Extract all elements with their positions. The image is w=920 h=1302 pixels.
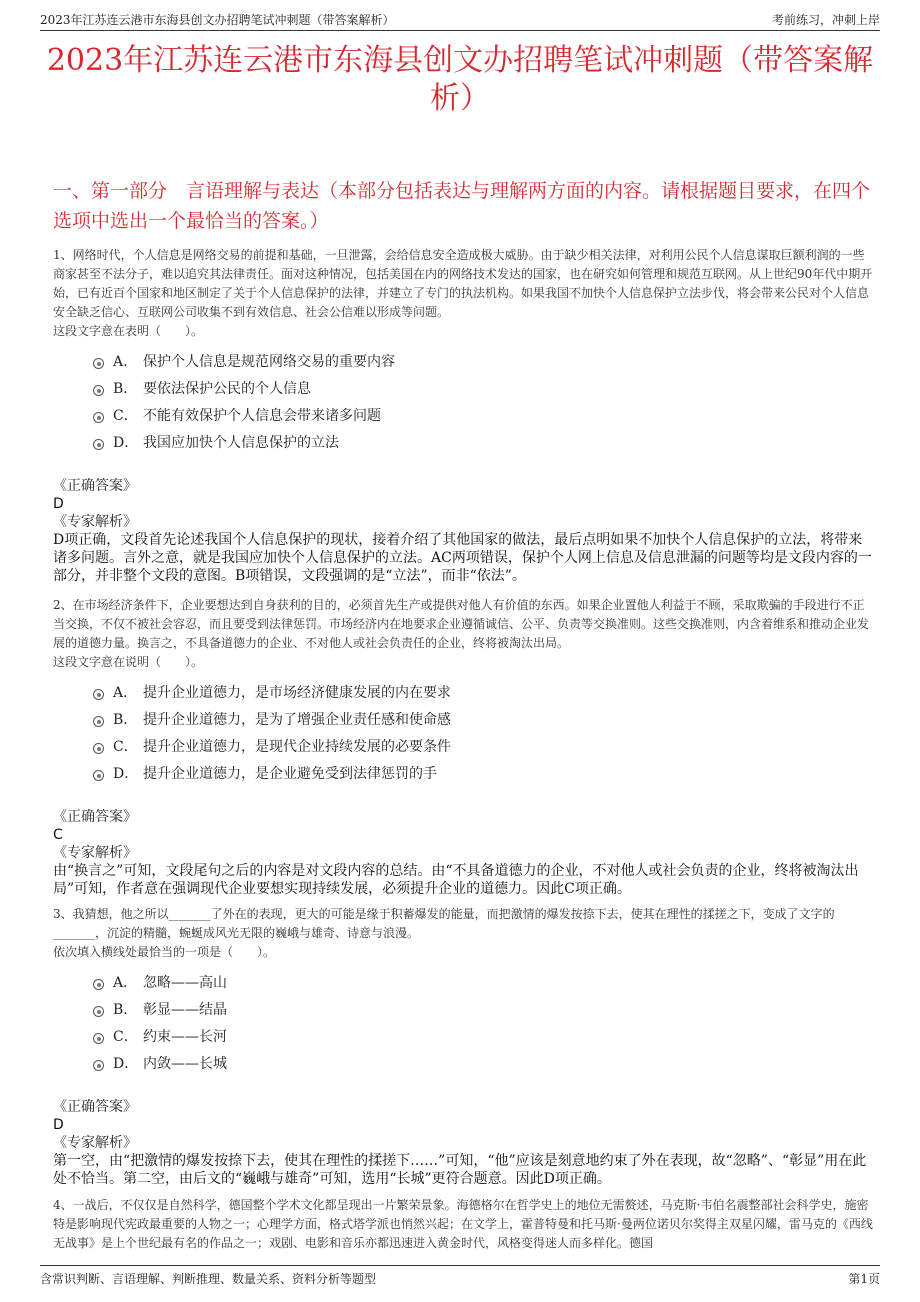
- option-text: 提升企业道德力，是市场经济健康发展的内在要求: [143, 685, 451, 701]
- radio-icon[interactable]: [93, 743, 104, 754]
- footer-question-types: 含常识判断、言语理解、判断推理、数量关系、资料分析等题型: [40, 1272, 377, 1286]
- option-text: 彰显——结晶: [143, 1002, 227, 1018]
- option-letter: D．: [113, 435, 139, 451]
- question-3: [53, 905, 875, 1188]
- option-text: 提升企业道德力，是企业避免受到法律惩罚的手: [143, 766, 437, 782]
- option-letter: A．: [113, 975, 138, 991]
- option-a[interactable]: [93, 680, 875, 707]
- option-letter: B．: [113, 381, 138, 397]
- answer-tag: 《正确答案》: [53, 809, 137, 825]
- header-slogan: 考前练习，冲刺上岸: [771, 13, 880, 27]
- answer-tag: 《正确答案》: [53, 478, 137, 494]
- option-b[interactable]: [93, 997, 875, 1024]
- option-a[interactable]: [93, 970, 875, 997]
- radio-icon[interactable]: [93, 385, 104, 396]
- option-a[interactable]: [93, 349, 875, 376]
- option-letter: A．: [113, 685, 138, 701]
- radio-icon[interactable]: [93, 716, 104, 727]
- option-letter: C．: [113, 408, 138, 424]
- page-footer: [40, 1265, 880, 1292]
- option-letter: C．: [113, 739, 138, 755]
- page-number: 第1页: [848, 1272, 880, 1286]
- correct-answer: D: [53, 1117, 64, 1133]
- option-text: 内敛——长城: [143, 1056, 227, 1072]
- question-1: [53, 246, 875, 585]
- radio-icon[interactable]: [93, 689, 104, 700]
- option-letter: B．: [113, 712, 138, 728]
- correct-answer: D: [53, 496, 64, 512]
- option-letter: D．: [113, 1056, 139, 1072]
- option-c[interactable]: [93, 734, 875, 761]
- question-stem: 4、一战后，不仅仅是自然科学，德国整个学术文化都呈现出一片繁荣景象。海德格尔在哲学史上的地位无需赘述，马克斯·韦伯名震整部社会科学史，施密特是影响现代宪政最重要的人物之一；心理学方面，格式塔学派也悄然兴起；在文学上，霍普特曼和托马斯·曼两位诺贝尔奖得主双星闪耀，雷马克的《西线无战事》是上个世纪最有名的作品之一；戏剧、电影和音乐亦都迅速进入黄金时代，风格变得迷人而多样化。德国: [53, 1198, 873, 1250]
- expert-analysis: 由“换言之”可知，文段尾句之后的内容是对文段内容的总结。由“不具备道德力的企业，不对他人或社会负责的企业，终将被淘汰出局”可知，作者意在强调现代企业要想实现持续发展，必须提升企业的道德力。因此C项正确。: [53, 863, 859, 897]
- expert-analysis: D项正确，文段首先论述我国个人信息保护的现状，接着介绍了其他国家的做法，最后点明如果不加快个人信息保护的立法，将带来诸多问题。言外之意，就是我国应加快个人信息保护的立法。AC两项错误，保护个人网上信息及信息泄漏的问题等均是文段内容的一部分，并非整个文段的意图。B项错误，文段强调的是“立法”，而非“依法”。: [53, 532, 872, 584]
- radio-icon[interactable]: [93, 1060, 104, 1071]
- analysis-tag: 《专家解析》: [53, 514, 137, 530]
- question-prompt: 这段文字意在表明（ ）。: [53, 324, 204, 338]
- option-text: 忽略——高山: [143, 975, 227, 991]
- question-2: [53, 596, 875, 898]
- option-text: 不能有效保护个人信息会带来诸多问题: [143, 408, 381, 424]
- page-header: [40, 10, 880, 31]
- option-c[interactable]: [93, 1024, 875, 1051]
- radio-icon[interactable]: [93, 439, 104, 450]
- option-b[interactable]: [93, 707, 875, 734]
- option-text: 提升企业道德力，是现代企业持续发展的必要条件: [143, 739, 451, 755]
- analysis-tag: 《专家解析》: [53, 1135, 137, 1151]
- option-letter: B．: [113, 1002, 138, 1018]
- question-stem: 1、网络时代，个人信息是网络交易的前提和基础，一旦泄露，会给信息安全造成极大威胁。由于缺少相关法律，对利用公民个人信息谋取巨额利润的一些商家甚至不法分子，难以追究其法律责任。面对这种情况，包括美国在内的网络技术发达的国家，也在研究如何管理和规范互联网。从上世纪90年代中期开始，已有近百个国家和地区制定了关于个人信息保护的法律，并建立了专门的执法机构。如果我国不加快个人信息保护立法步伐，将会带来公民对个人信息安全缺乏信心、互联网公司收集不到有效信息、社会公信难以形成等问题。: [53, 248, 873, 319]
- correct-answer: C: [53, 827, 63, 843]
- section-heading: 一、第一部分 言语理解与表达（本部分包括表达与理解两方面的内容。请根据题目要求，在四个选项中选出一个最恰当的答案。）: [53, 180, 871, 232]
- answer-tag: 《正确答案》: [53, 1099, 137, 1115]
- option-d[interactable]: [93, 1051, 875, 1078]
- option-d[interactable]: [93, 761, 875, 788]
- option-c[interactable]: [93, 403, 875, 430]
- question-prompt: 这段文字意在说明（ ）。: [53, 655, 204, 669]
- option-d[interactable]: [93, 430, 875, 457]
- option-text: 提升企业道德力，是为了增强企业责任感和使命感: [143, 712, 451, 728]
- document-title: 2023年江苏连云港市东海县创文办招聘笔试冲刺题（带答案解析）: [46, 43, 874, 116]
- header-doc-title: 2023年江苏连云港市东海县创文办招聘笔试冲刺题（带答案解析）: [40, 13, 395, 27]
- option-text: 保护个人信息是规范网络交易的重要内容: [143, 354, 395, 370]
- option-letter: D．: [113, 766, 139, 782]
- question-stem: 2、在市场经济条件下，企业要想达到自身获利的目的，必须首先生产或提供对他人有价值的东西。如果企业置他人利益于不顾，采取欺骗的手段进行不正当交换，不仅不被社会容忍，而且要受到法律惩罚。市场经济内在地要求企业遵循诚信、公平、负责等交换准则。这些交换准则，内含着维系和推动企业发展的道德力量。换言之，不具备道德力的企业、不对他人或社会负责任的企业，终将被淘汰出局。: [53, 598, 870, 650]
- option-letter: C．: [113, 1029, 138, 1045]
- radio-icon[interactable]: [93, 412, 104, 423]
- option-text: 要依法保护公民的个人信息: [143, 381, 311, 397]
- question-prompt: 依次填入横线处最恰当的一项是（ ）。: [53, 945, 276, 959]
- question-stem: 3、我猜想，他之所以_______了外在的表现，更大的可能是缘于积蓄爆发的能量，而把激情的爆发按捺下去，使其在理性的揉搓之下，变成了文字的_______，沉淀的精髓，蜿蜒成风光无限的巍峨与雄奇、诗意与浪漫。: [53, 907, 835, 940]
- radio-icon[interactable]: [93, 979, 104, 990]
- option-letter: A．: [113, 354, 138, 370]
- analysis-tag: 《专家解析》: [53, 845, 137, 861]
- radio-icon[interactable]: [93, 770, 104, 781]
- radio-icon[interactable]: [93, 1006, 104, 1017]
- question-4: [53, 1196, 875, 1258]
- radio-icon[interactable]: [93, 358, 104, 369]
- option-text: 我国应加快个人信息保护的立法: [143, 435, 339, 451]
- radio-icon[interactable]: [93, 1033, 104, 1044]
- option-b[interactable]: [93, 376, 875, 403]
- option-text: 约束——长河: [143, 1029, 227, 1045]
- expert-analysis: 第一空，由“把激情的爆发按捺下去，使其在理性的揉搓下……”可知，“他”应该是刻意地约束了外在表现，故“忽略”、“彰显”用在此处不恰当。第二空，由后文的“巍峨与雄奇”可知，选用“长城”更符合题意。因此D项正确。: [53, 1153, 867, 1187]
